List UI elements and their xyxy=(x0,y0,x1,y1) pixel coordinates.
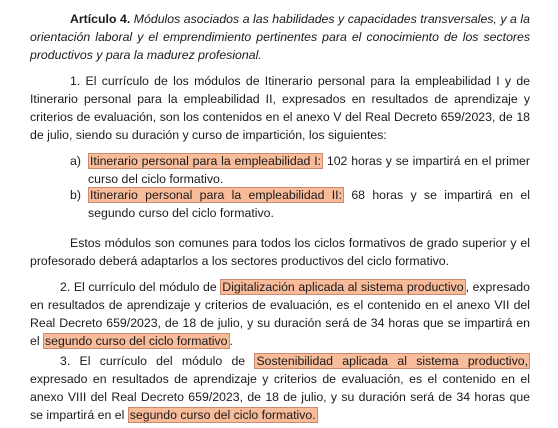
paragraph-3-number: 3. xyxy=(60,354,71,368)
paragraph-1-number: 1. xyxy=(70,74,81,88)
paragraph-1-text: El currículo de los módulos de Itinerario personal para la empleabilidad I y de Itinerario personal para la empleabilidad II, expresados en resultados de aprendizaje y criterios de evaluación, son los contenidos en el anexo V del Real Decreto 659/2023, de 18 de julio, siendo su duración y curso de impartición, los siguientes: xyxy=(30,74,530,142)
list-item-text: 102 horas y se impartirá en el primer curso del ciclo formativo. xyxy=(88,154,530,186)
article-title: Módulos asociados a las habilidades y capacidades transversales, y a la orientación laboral y el emprendimiento pertinentes para el conocimiento de los sectores productivos y para la madurez profesional. xyxy=(30,12,530,62)
paragraph-3 xyxy=(30,352,530,424)
highlighted-module-name: Sostenibilidad aplicada al sistema productivo, xyxy=(256,354,528,368)
paragraph-2-text-a: El currículo del módulo de xyxy=(73,280,217,294)
paragraph-1 xyxy=(30,72,530,144)
paragraph-3-text-b: expresado en resultados de aprendizaje y criterios de evaluación, es el contenido en el anexo VIII del Real Decreto 659/2023, de 18 de julio, y su duración será de 34 horas que se impartirá en el xyxy=(30,372,530,422)
paragraph-2-end: . xyxy=(229,334,233,348)
paragraph-common: Estos módulos son comunes para todos los ciclos formativos de grado superior y el profesorado deberá adaptarlos a los sectores productivos del ciclo formativo. xyxy=(30,236,530,268)
article-heading xyxy=(30,10,530,64)
highlighted-course: segundo curso del ciclo formativo. xyxy=(129,408,316,422)
list-item-b xyxy=(30,186,530,222)
highlighted-module-name: Digitalización aplicada al sistema productivo xyxy=(222,280,464,294)
paragraph-2-number: 2. xyxy=(60,280,71,294)
list-marker: b) xyxy=(70,188,81,202)
article-label: Artículo 4. xyxy=(70,12,131,26)
list-marker: a) xyxy=(70,154,81,168)
paragraph-2-text-b: , expresado en resultados de aprendizaje y criterios de evaluación, es el contenido en el anexo VII del Real Decreto 659/2023, de 18 de julio, y su duración será de 34 horas que se impartirá en el xyxy=(30,280,530,348)
highlighted-module-name: Itinerario personal para la empleabilidad I: xyxy=(90,154,322,168)
list-item-text: 68 horas y se impartirá en el segundo curso del ciclo formativo. xyxy=(88,188,530,220)
list-item-a xyxy=(30,152,530,188)
paragraph-3-text-a: El currículo del módulo de xyxy=(79,354,246,368)
paragraph-2 xyxy=(30,278,530,350)
highlighted-course: segundo curso del ciclo formativo xyxy=(45,334,228,348)
highlighted-module-name: Itinerario personal para la empleabilidad II: xyxy=(90,188,342,202)
